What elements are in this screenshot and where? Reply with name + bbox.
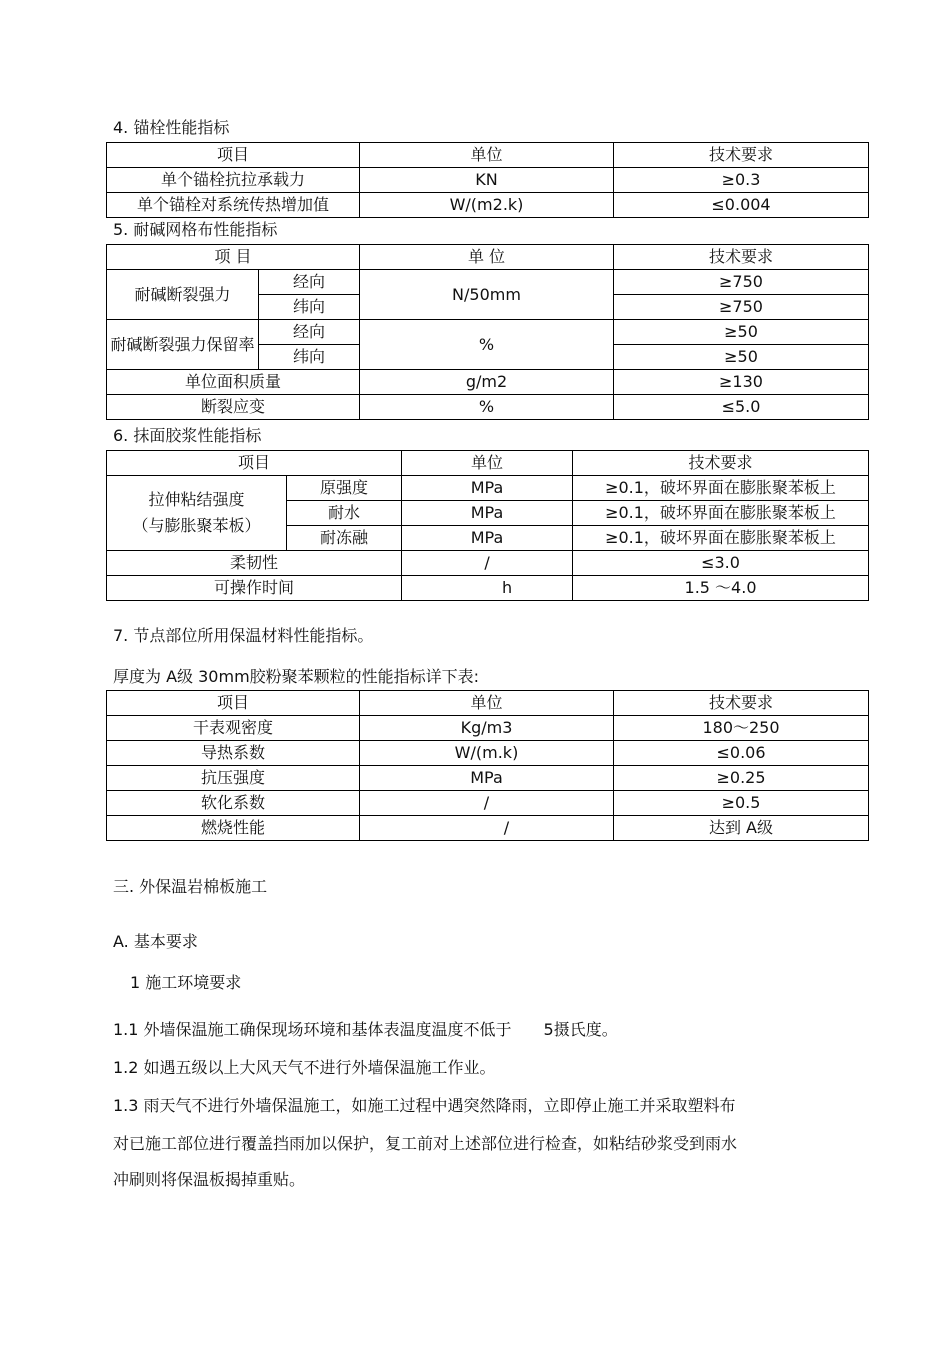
cell-unit: N/50mm (360, 270, 614, 320)
section7-intro: 厚度为 A级 30mm胶粉聚苯颗粒的性能指标详下表: (113, 667, 480, 686)
paragraph-1-3-line2: 对已施工部位进行覆盖挡雨加以保护，复工前对上述部位进行检查，如粘结砂浆受到雨水 (113, 1134, 738, 1153)
table-header-row (107, 451, 869, 476)
cell-requirement: ≤5.0 (614, 395, 869, 420)
header-requirement: 技术要求 (614, 143, 869, 168)
mesh-spec-table (106, 244, 869, 420)
header-unit: 单位 (360, 143, 614, 168)
cell-requirement: ≥0.5 (614, 791, 869, 816)
cell-item: 单个锚栓抗拉承载力 (107, 168, 360, 193)
table-header-row (107, 245, 869, 270)
cell-requirement: ≥130 (614, 370, 869, 395)
cell-requirement: ≥0.1，破坏界面在膨胀聚苯板上 (573, 526, 869, 551)
section4-heading: 4. 锚栓性能指标 (113, 118, 230, 137)
cell-item: 断裂应变 (107, 395, 360, 420)
header-requirement: 技术要求 (573, 451, 869, 476)
table-row (107, 791, 869, 816)
header-requirement: 技术要求 (614, 691, 869, 716)
cell-requirement: ≥0.1，破坏界面在膨胀聚苯板上 (573, 501, 869, 526)
cell-item: 干表观密度 (107, 716, 360, 741)
mortar-spec-table (106, 450, 869, 601)
cell-unit: MPa (402, 476, 573, 501)
cell-requirement: ≤0.06 (614, 741, 869, 766)
group-label: 耐碱断裂强力保留率 (107, 320, 259, 370)
paragraph-1-1: 1.1 外墙保温施工确保现场环境和基体表温度温度不低于 5摄氏度。 (113, 1020, 618, 1039)
granule-spec-table (106, 690, 869, 841)
header-item: 项目 (107, 451, 402, 476)
cell-requirement: ≥750 (614, 270, 869, 295)
part3-subheading-1: 1 施工环境要求 (130, 973, 242, 992)
cell-subitem: 耐水 (287, 501, 402, 526)
cell-requirement: ≥50 (614, 320, 869, 345)
cell-subitem: 耐冻融 (287, 526, 402, 551)
cell-unit: KN (360, 168, 614, 193)
group-label-line1: 拉伸粘结强度 (148, 490, 245, 509)
section6-heading: 6. 抹面胶浆性能指标 (113, 426, 262, 445)
header-unit: 单位 (360, 691, 614, 716)
cell-requirement: ≥750 (614, 295, 869, 320)
section5-heading: 5. 耐碱网格布性能指标 (113, 220, 278, 239)
table-row (107, 395, 869, 420)
table-row (107, 816, 869, 841)
part3-subheading-a: A. 基本要求 (113, 932, 198, 951)
section7-heading: 7. 节点部位所用保温材料性能指标。 (113, 626, 374, 645)
cell-unit: % (360, 395, 614, 420)
cell-requirement: ≥0.1，破坏界面在膨胀聚苯板上 (573, 476, 869, 501)
table-row (107, 716, 869, 741)
cell-item: 可操作时间 (107, 576, 402, 601)
table-row (107, 476, 869, 501)
cell-direction: 纬向 (259, 345, 360, 370)
cell-direction: 经向 (259, 320, 360, 345)
header-item: 项目 (107, 143, 360, 168)
table-row (107, 551, 869, 576)
paragraph-1-3-line3: 冲刷则将保温板揭掉重贴。 (113, 1170, 306, 1189)
cell-item: 燃烧性能 (107, 816, 360, 841)
cell-unit: W/(m.k) (360, 741, 614, 766)
cell-unit: / (360, 791, 614, 816)
header-unit: 单位 (402, 451, 573, 476)
cell-requirement: ≥50 (614, 345, 869, 370)
table-row (107, 370, 869, 395)
cell-item: 柔韧性 (107, 551, 402, 576)
table-row (107, 270, 869, 295)
group-label-line2: （与膨胀聚苯板） (132, 516, 261, 535)
cell-direction: 经向 (259, 270, 360, 295)
cell-unit: / (402, 551, 573, 576)
paragraph-1-3-line1: 1.3 雨天气不进行外墙保温施工，如施工过程中遇突然降雨，立即停止施工并采取塑料布 (113, 1096, 736, 1115)
header-item: 项目 (107, 691, 360, 716)
cell-unit: Kg/m3 (360, 716, 614, 741)
table-header-row (107, 143, 869, 168)
cell-unit: MPa (402, 501, 573, 526)
cell-item: 软化系数 (107, 791, 360, 816)
header-requirement: 技术要求 (614, 245, 869, 270)
cell-unit: g/m2 (360, 370, 614, 395)
cell-requirement: ≥0.3 (614, 168, 869, 193)
cell-unit: h (402, 576, 573, 601)
table-row (107, 320, 869, 345)
anchor-spec-table (106, 142, 869, 218)
table-row (107, 576, 869, 601)
cell-item: 抗压强度 (107, 766, 360, 791)
cell-requirement: ≥0.25 (614, 766, 869, 791)
cell-requirement: ≤0.004 (614, 193, 869, 218)
cell-unit: MPa (402, 526, 573, 551)
cell-subitem: 原强度 (287, 476, 402, 501)
cell-unit: % (360, 320, 614, 370)
group-label (107, 476, 287, 551)
cell-item: 单位面积质量 (107, 370, 360, 395)
table-row (107, 193, 869, 218)
table-header-row (107, 691, 869, 716)
table-row (107, 741, 869, 766)
part3-title: 三. 外保温岩棉板施工 (113, 877, 268, 896)
cell-unit: W/(m2.k) (360, 193, 614, 218)
table-row (107, 766, 869, 791)
cell-unit: / (360, 816, 614, 841)
paragraph-1-2: 1.2 如遇五级以上大风天气不进行外墙保温施工作业。 (113, 1058, 496, 1077)
cell-requirement: 达到 A级 (614, 816, 869, 841)
header-item: 项 目 (107, 245, 360, 270)
cell-requirement: ≤3.0 (573, 551, 869, 576)
table-row (107, 168, 869, 193)
header-unit: 单 位 (360, 245, 614, 270)
group-label: 耐碱断裂强力 (107, 270, 259, 320)
cell-unit: MPa (360, 766, 614, 791)
cell-item: 导热系数 (107, 741, 360, 766)
cell-item: 单个锚栓对系统传热增加值 (107, 193, 360, 218)
cell-requirement: 1.5 ～4.0 (573, 576, 869, 601)
cell-direction: 纬向 (259, 295, 360, 320)
cell-requirement: 180～250 (614, 716, 869, 741)
